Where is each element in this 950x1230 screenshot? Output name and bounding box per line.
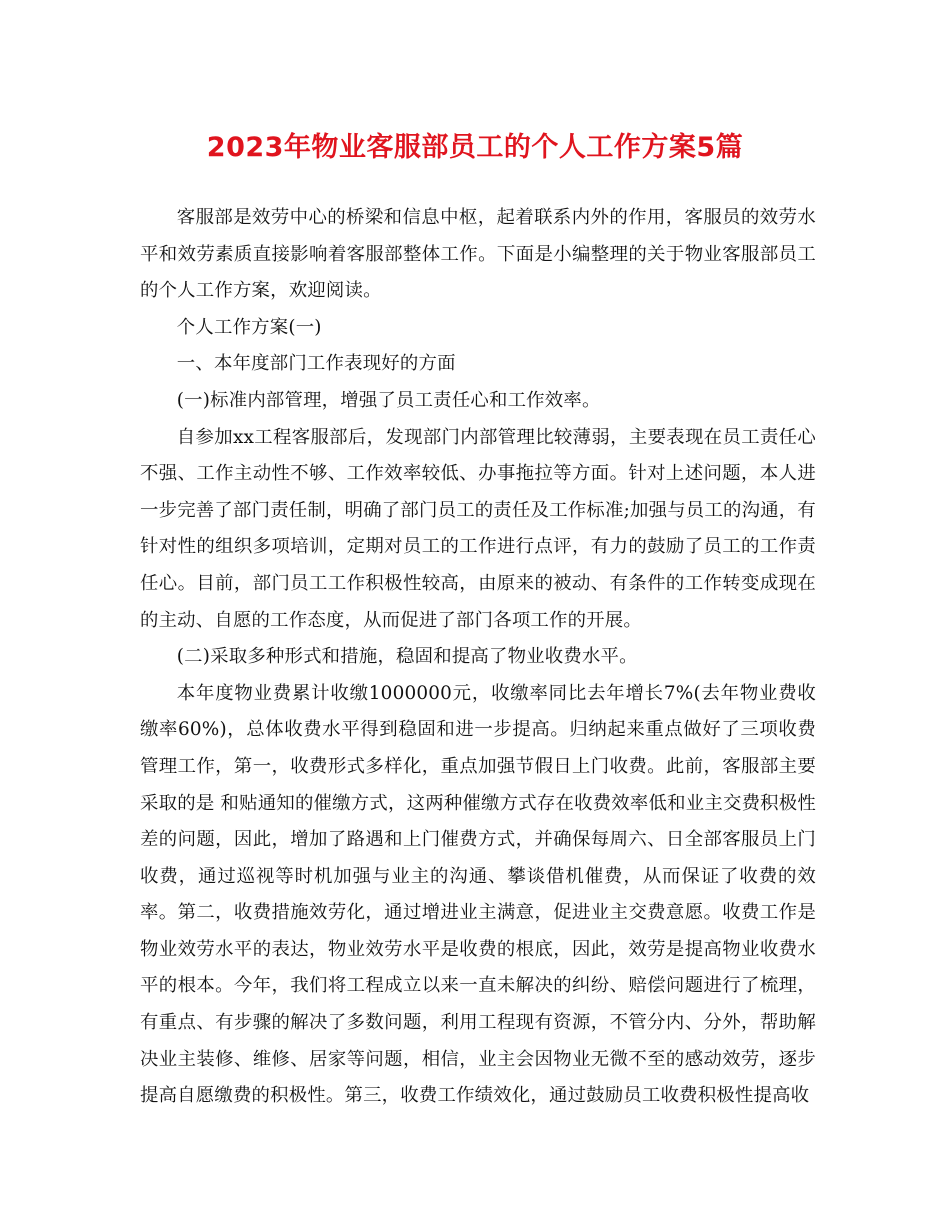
section-heading-plan-one: 个人工作方案(一) — [176, 316, 322, 338]
intro-paragraph: 客服部是效劳中心的桥梁和信息中枢，起着联系内外的作用，客服员的效劳水平和效劳素质直接影响着客服部整体工作。下面是小编整理的关于物业客服部员工的个人工作方案，欢迎阅读。 — [140, 207, 816, 302]
section-heading-good-aspects: 一、本年度部门工作表现好的方面 — [176, 353, 456, 375]
document-title: 2023年物业客服部员工的个人工作方案5篇 — [206, 132, 744, 163]
subheading-internal-management: (一)标准内部管理，增强了员工责任心和工作效率。 — [176, 389, 601, 411]
paragraph-internal-management: 自参加xx工程客服部后，发现部门内部管理比较薄弱，主要表现在员工责任心不强、工作主动性不够、工作效率较低、办事拖拉等方面。针对上述问题，本人进一步完善了部门责任制，明确了部门员工的责任及工作标准;加强与员工的沟通，有针对性的组织多项培训，定期对员工的工作进行点评，有力的鼓励了员工的工作责任心。目前，部门员工工作积极性较高，由原来的被动、有条件的工作转变成现在的主动、自愿的工作态度，从而促进了部门各项工作的开展。 — [140, 426, 816, 631]
paragraph-fee-collection: 本年度物业费累计收缴1000000元，收缴率同比去年增长7%(去年物业费收缴率60%)，总体收费水平得到稳固和进一步提高。归纳起来重点做好了三项收费管理工作，第一，收费形式多样化，重点加强节假日上门收费。此前，客服部主要采取的是 和贴通知的催缴方式，这两种催缴方式存在收费效率低和业主交费积极性差的问题，因此，增加了路遇和上门催费方式，并确保每周六、日全部客服员上门收费，通过巡视等时机加强与业主的沟通、攀谈借机催费，从而保证了收费的效率。第二，收费措施效劳化，通过增进业主满意，促进业主交费意愿。收费工作是物业效劳水平的表达，物业效劳水平是收费的根底，因此，效劳是提高物业收费水平的根本。今年，我们将工程成立以来一直未解决的纠纷、赔偿问题进行了梳理，有重点、有步骤的解决了多数问题，利用工程现有资源，不管分内、分外，帮助解决业主装修、维修、居家等问题，相信，业主会因物业无微不至的感动效劳，逐步提高自愿缴费的积极性。第三，收费工作绩效化，通过鼓励员工收费积极性提高收 — [140, 682, 816, 1107]
subheading-fee-collection: (二)采取多种形式和措施，稳固和提高了物业收费水平。 — [176, 646, 638, 668]
document-body — [140, 200, 816, 1115]
